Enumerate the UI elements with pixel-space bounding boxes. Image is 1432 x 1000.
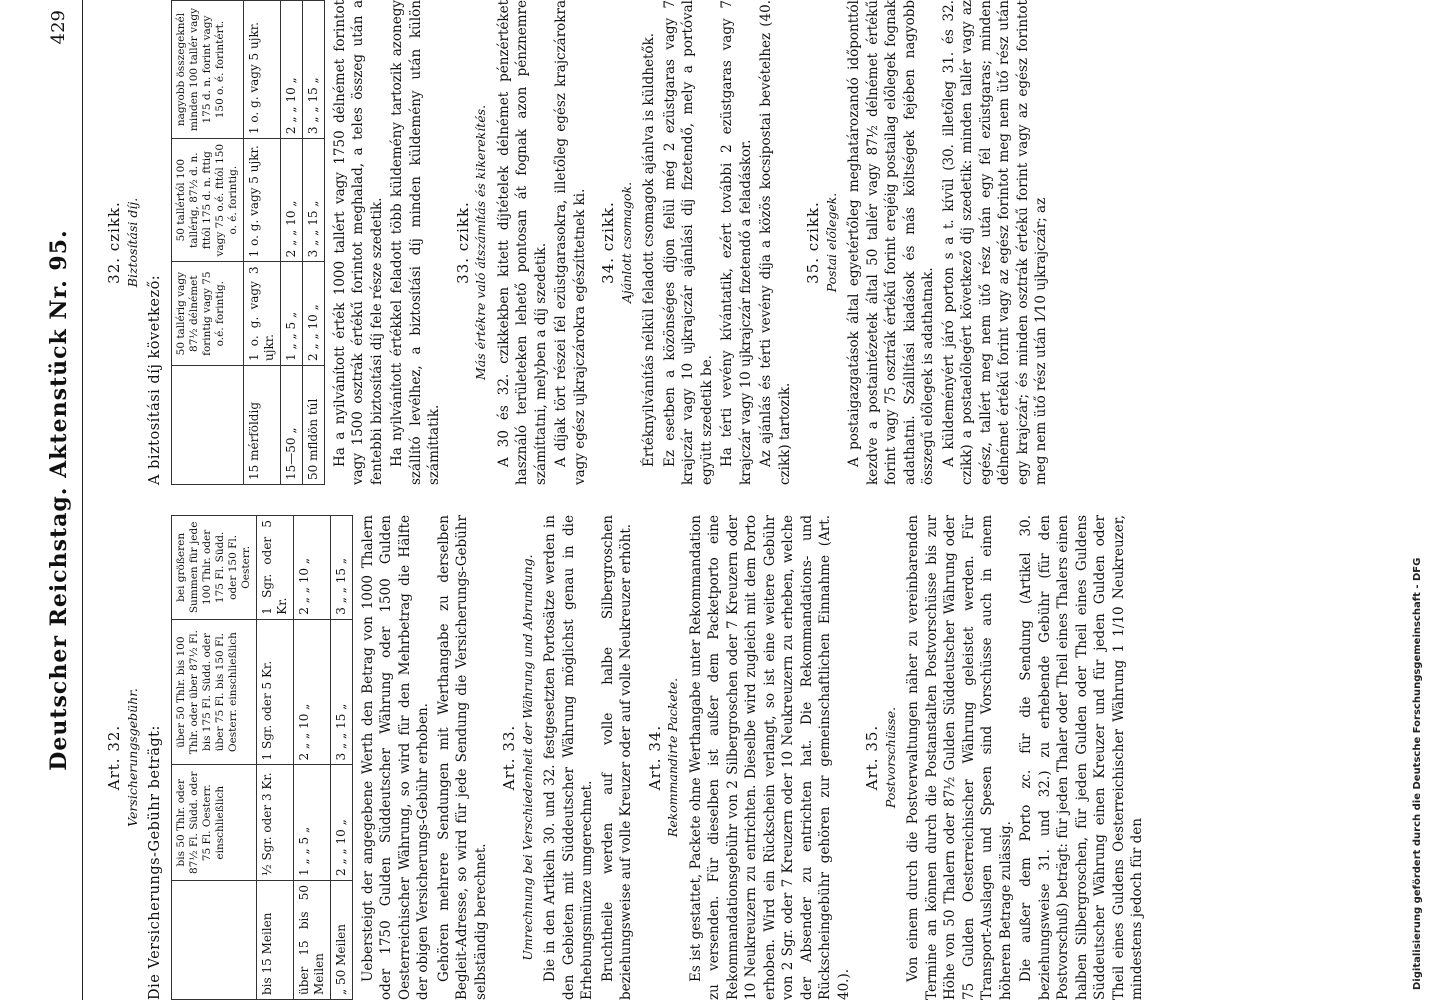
table-cell: 1 o. g. vagy 5 ujkr. <box>243 139 280 262</box>
c35-subtitle: Postai előlegek. <box>823 192 839 293</box>
art32-heading: Art. 32. <box>105 724 123 791</box>
c32-subtitle: Biztosítási díj. <box>124 197 140 288</box>
paragraph: Ha nyilvánított értékkel feladott több küldemény tartozik azonegy szállító levélhez, a biztosítási díj minden küldemény után külön számíttatik. <box>389 0 442 485</box>
paragraph: Es ist gestattet, Packete ohne Werthangabe unter Rekommandation zu versenden. Für dieselben ist außer dem Packetporto eine Rekommandationsgebühr von 2 Silbergroschen oder 7 Kreuzern oder 10 Neukreuzern zu entrichten. Dieselbe wird zugleich mit dem Porto erhoben. Wird ein Rückschein verlangt, so ist eine weitere Gebühr von 2 Sgr. oder 7 Kreuzern oder 10 Neukreuzern zu erheben, welche der Absender zu entrichten hat. Die Rekommandations- und Rückscheingebühr gehören zur gemeinschaftlichen Einnahme (Art. 40.). <box>687 515 852 1000</box>
c34-heading: 34. czikk. <box>599 201 617 284</box>
table-cell: 2 „ „ 10 „ <box>293 516 330 620</box>
paragraph: Ez esetben a közönséges díjon felül még 2 ezüstgaras vagy 7 krajczár vagy 10 ujkrajczár ajánlási díj fizetendő, mely a portóval együtt szedetik be. <box>661 0 715 485</box>
paragraph: Von einem durch die Postverwaltungen näher zu vereinbarenden Termine an können durch die Postanstalten Postvorschüsse bis zur Höhe von 50 Thalern oder 87½ Gulden Süddeutscher Währung oder 75 Gulden Oesterreichischer Währung geleistet werden. Für Transport-Auslagen und Spesen sind Vorschüsse auch in einem höheren Betrage zulässig. <box>905 515 1014 1000</box>
table-cell: 1 „ „ 5 „ <box>280 262 302 366</box>
table-row <box>293 516 330 1000</box>
table-cell: 2 „ „ 10 „ <box>280 1 302 139</box>
table-cell: 2 „ „ 10 „ <box>293 619 330 765</box>
table-cell: 1 „ „ 5 „ <box>293 765 330 881</box>
row-label: 50 mfldön túl <box>302 366 324 485</box>
table-header: bis 50 Thlr. oder 87½ Fl. Südd. oder 75 Fl. Oesterr. einschließlich <box>171 765 256 881</box>
table-row <box>280 1 302 485</box>
page-title: Deutscher Reichstag. Aktenstück Nr. 95. <box>46 229 72 771</box>
table-cell: 2 „ „ 10 „ <box>280 139 302 262</box>
row-label: über 15 bis 50 Meilen <box>293 881 330 1000</box>
paragraph: Die in den Artikeln 30. und 32. festgesetzten Portosätze werden in den Gebieten mit Süddeutscher Währung möglichst genau in die Erhebungsmünze umgerechnet. <box>542 515 595 1000</box>
german-column <box>95 515 1149 1000</box>
table-row <box>243 1 280 485</box>
table-row <box>256 516 293 1000</box>
fee-table-hungarian <box>171 0 325 485</box>
page-number: 429 <box>48 10 69 45</box>
table-header: bei größeren Summen für jede 100 Thlr. oder 175 Fl. Südd. oder 150 Fl. Oesterr. <box>171 516 256 620</box>
table-corner <box>171 366 243 485</box>
table-corner <box>171 881 256 1000</box>
art34-subtitle: Rekommandirte Packete. <box>665 677 680 838</box>
table-row <box>302 1 324 485</box>
c33-heading: 33. czikk. <box>453 201 472 284</box>
c32-lead: A biztosítási díj következő: <box>147 274 163 485</box>
art35-subtitle: Postvorschüsse. <box>882 706 898 809</box>
table-cell: 3 „ „ 15 „ <box>302 1 324 139</box>
art33-heading: Art. 33. <box>500 724 518 791</box>
header-rule <box>82 0 83 1000</box>
table-cell: 1 o. g. vagy 5 ujkr. <box>243 1 280 139</box>
row-label: 15—50 „ <box>280 366 302 485</box>
table-cell: 3 „ „ 15 „ <box>330 619 352 765</box>
table-cell: 3 „ „ 15 „ <box>330 516 352 620</box>
paragraph: Ha térti vevény kívántatik, ezért további 2 ezüstgaras vagy 7 krajczár vagy 10 ujkrajczár fizetendő a feladáskor. <box>719 0 754 485</box>
document-page <box>40 0 1390 1000</box>
table-row <box>330 516 352 1000</box>
paragraph: Bruchtheile werden auf volle halbe Silbergroschen beziehungsweise auf volle Kreuzer oder auf volle Neukreuzer erhöht. <box>599 515 634 1000</box>
running-header <box>40 0 80 1000</box>
row-label: 15 mérföldig <box>243 366 280 485</box>
dfg-margin-note: Digitalisierung gefördert durch die Deutsche Forschungsgemeinschaft - DFG <box>1412 557 1423 990</box>
table-header: nagyobb összegeknél minden 100 tallér vagy 175 d. n. forint vagy 150 o. é. forintért. <box>171 1 243 139</box>
art32-subtitle: Versicherungsgebühr. <box>124 688 140 827</box>
table-header: 50 tallérig vagy 87½ délnémet forintig vagy 75 o.é. forintig. <box>171 262 243 366</box>
art34-heading: Art. 34. <box>645 724 664 791</box>
c34-subtitle: Ajánlott csomagok. <box>618 181 634 304</box>
paragraph: Die außer dem Porto zc. für die Sendung (Artikel 30. beziehungsweise 31. und 32.) zu erhebende Gebühr (für den Postvorschuß) beträgt: für jeden Thaler oder Theil eines Thalers einen halben Silbergroschen, für jeden Gulden oder Theil eines Guldens Süddeutscher Währung einen Kreuzer und für jeden Gulden oder Theil eines Guldens Oesterreichischer Währung 1 1/10 Neukreuzer, mindestens jedoch für den <box>1018 515 1145 1000</box>
table-cell: 1 o. g. vagy 3 ujkr. <box>243 262 280 366</box>
art32-lead: Die Versicherungs-Gebühr beträgt: <box>147 725 163 1000</box>
table-header: über 50 Thlr. bis 100 Thlr. oder über 87½ Fl. bis 175 Fl. Südd. oder über 75 Fl. bis 150 Fl. Oesterr. einschließlich <box>171 619 256 765</box>
c32-heading: 32. czikk. <box>105 201 123 284</box>
paragraph: A 30 és 32. czikkekben kitett díjtételek délnémet pénzértéket használó területeken lehető pontosan át fognak azon pénznemre számíttatni, melyben a díj szedetik. <box>495 0 549 485</box>
paragraph: Ha a nyilvánított érték 1000 tallért vagy 1750 délnémet forintot vagy 1500 osztrák értékű forintot meghalad, a teles összeg után a fentebbi biztosítási díj fele része szedetik. <box>331 0 385 485</box>
paragraph: Gehören mehrere Sendungen mit Werthangabe zu derselben Begleit-Adresse, so wird für jede Sendung die Versicherungs-Gebühr selbständig berechnet. <box>435 515 489 1000</box>
paragraph: A postaigazgatások által egyetértőleg meghatározandó időponttól kezdve a postaintézetek által 50 tallér vagy 87½ délnémet értékű forint vagy 75 osztrák értékű forint erejéig postailag előlegek fognak adathatni. Szállítási kiadások és más költségek fejében nagyobb összegű előlegek is adathatnak. <box>846 0 936 485</box>
table-cell: 1 Sgr. oder 5 Kr. <box>256 516 293 620</box>
table-cell: 3 „ „ 15 „ <box>302 139 324 262</box>
paragraph: Uebersteigt der angegebene Werth den Betrag von 1000 Thalern oder 1750 Gulden Süddeutscher Währung oder 1500 Gulden Oesterreichischer Währung, so wird für den Mehrbetrag die Hälfte der obigen Versicherungs-Gebühr erhoben. <box>359 515 431 1000</box>
c35-heading: 35. czikk. <box>804 201 822 284</box>
fee-table-german <box>171 515 353 1000</box>
table-cell: 2 „ „ 10 „ <box>330 765 352 881</box>
c33-subtitle: Más értékre való átszámítás és kikerekítés. <box>473 104 488 381</box>
hungarian-column <box>95 0 1053 485</box>
paragraph: A díjak tört részei fél ezüstgarasokra, illetőleg egész krajczárokra vagy egész ujkrajczárokra egészíttetnek ki. <box>553 0 588 485</box>
table-cell: ½ Sgr. oder 3 Kr. <box>256 765 293 881</box>
row-label: bis 15 Meilen <box>256 881 293 1000</box>
paragraph: Az ajánlás és térti vevény díja a közös kocsipostai bevételhez (40. czikk) tartozik. <box>758 0 793 485</box>
paragraph: A küldeményért járó porton s a t. kívül (30. illetőleg 31. és 32. czikk) a postaelőlegért következő díj szedetik: minden tallér vagy az egész, tallért meg nem ütő rész után egy fél ezüstgaras; minden délnémet értékű forint vagy az egész forintot meg nem ütő rész után egy krajczár; és minden osztrák értékű forint vagy az egész forintot meg nem ütő rész után 1⁄10 ujkrajczár; az <box>940 0 1049 485</box>
art33-subtitle: Umrechnung bei Verschiedenheit der Währung und Abrundung. <box>519 554 535 961</box>
table-cell: 1 Sgr. oder 5 Kr. <box>256 619 293 765</box>
table-header: 50 tallértól 100 tallérig, 87½ d. n. fttól 175 d. n. fttig vagy 75 o.é. fttól 150 o. é. forintig. <box>171 139 243 262</box>
table-cell: 2 „ „ 10 „ <box>302 262 324 366</box>
row-label: „ 50 Meilen <box>330 881 352 1000</box>
paragraph: Értéknyilvánítás nélkül feladott csomagok ajánlva is küldhetők. <box>641 32 657 467</box>
art35-heading: Art. 35. <box>863 724 881 791</box>
